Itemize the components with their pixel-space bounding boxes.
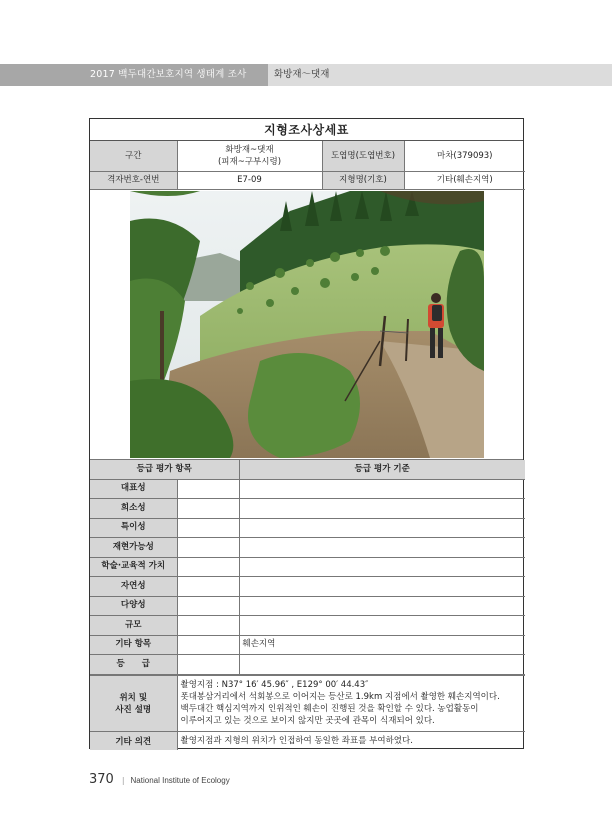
section-value	[177, 141, 322, 171]
institute-name: National Institute of Ecology	[130, 776, 230, 785]
notes-table	[90, 675, 525, 751]
eval-grade-cell	[177, 596, 239, 616]
eval-value	[239, 499, 525, 519]
eval-grade-cell	[177, 577, 239, 597]
eval-grade-cell	[177, 557, 239, 577]
map-label: 도엽명(도엽번호)	[322, 141, 404, 171]
eval-item: 재현가능성	[90, 538, 177, 558]
info-table	[90, 141, 525, 190]
section-value-line1: 화방재~댓재	[225, 144, 274, 155]
eval-grade-cell	[177, 538, 239, 558]
hillside-trail-photo	[130, 191, 484, 458]
eval-grade-cell	[177, 635, 239, 655]
other-opinion-text: 촬영지점과 지형의 위치가 인접하여 동일한 좌표를 부여하였다.	[177, 731, 525, 750]
photo-area	[90, 190, 523, 460]
location-description	[177, 675, 525, 731]
section-name: 화방재～댓재	[274, 69, 330, 80]
grid-label: 격자번호-연번	[90, 171, 177, 189]
eval-value: 훼손지역	[239, 635, 525, 655]
eval-value	[239, 557, 525, 577]
sheet-title: 지형조사상세표	[90, 119, 523, 141]
eval-item: 다양성	[90, 596, 177, 616]
eval-grade-cell	[177, 518, 239, 538]
eval-item: 등 급	[90, 655, 177, 675]
eval-criteria-header: 등급 평가 기준	[239, 460, 525, 480]
map-value: 마차(379093)	[404, 141, 525, 171]
location-line: 폿대봉삼거리에서 석회봉으로 이어지는 등산로 1.9km 지점에서 촬영한 훼손지역이다.	[180, 692, 500, 702]
evaluation-table	[90, 460, 525, 675]
eval-grade-cell	[177, 655, 239, 675]
location-line: 백두대간 핵심지역까지 인위적인 훼손이 진행된 것을 확인할 수 있다. 농업활동이	[180, 704, 479, 714]
eval-value	[239, 518, 525, 538]
eval-grade-cell	[177, 479, 239, 499]
location-label-line2: 사진 설명	[115, 705, 152, 715]
eval-item: 희소성	[90, 499, 177, 519]
section-value-line2: (피재~구부시령)	[217, 156, 282, 167]
eval-item: 학술·교육적 가치	[90, 557, 177, 577]
other-opinion-label: 기타 의견	[90, 731, 177, 750]
survey-sheet	[89, 118, 524, 749]
eval-value	[239, 577, 525, 597]
eval-grade-cell	[177, 616, 239, 636]
footer-separator: |	[121, 776, 125, 785]
report-title: 2017 백두대간보호지역 생태계 조사	[0, 64, 268, 86]
landform-value: 기타(훼손지역)	[404, 171, 525, 189]
landform-label: 지형명(기호)	[322, 171, 404, 189]
eval-item: 자연성	[90, 577, 177, 597]
eval-item-header: 등급 평가 항목	[90, 460, 239, 480]
location-label-line1: 위치 및	[119, 693, 148, 703]
grid-value: E7-09	[177, 171, 322, 189]
location-line: 촬영지점 : N37° 16′ 45.96″ , E129° 00′ 44.43″	[180, 680, 369, 690]
eval-grade-cell	[177, 499, 239, 519]
eval-item: 대표성	[90, 479, 177, 499]
eval-value	[239, 596, 525, 616]
eval-value	[239, 538, 525, 558]
page-footer	[89, 772, 230, 790]
eval-item: 특이성	[90, 518, 177, 538]
section-label: 구간	[90, 141, 177, 171]
eval-value	[239, 655, 525, 675]
eval-value	[239, 616, 525, 636]
location-line: 이루어지고 있는 것으로 보이지 않지만 곳곳에 관목이 식재되어 있다.	[180, 716, 435, 726]
location-label	[90, 675, 177, 731]
eval-item: 기타 항목	[90, 635, 177, 655]
page-number: 370	[89, 772, 114, 787]
eval-value	[239, 479, 525, 499]
eval-item: 규모	[90, 616, 177, 636]
